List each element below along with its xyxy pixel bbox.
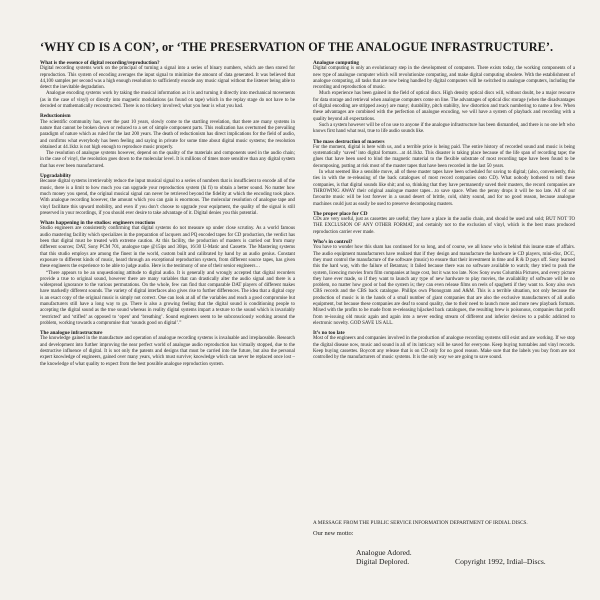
section-paragraph: Digital computing is only an evolutionary step in the development of computers. There exists today, the working components of a new type of analogue computer which will revolutionize computing, and make digital computing obsolete. With the establishment of analogue computing, all tasks that are now being handled by digital computers will be switched to analogue computers, including the recording and reproduction of music.: [313, 66, 575, 91]
section-paragraph: “There appears to be an unquestioning attitude to digital audio. It is generally and wrongly accepted that digital recorders provide a true to original sound, however there are many variables that can drastically alter the audio signal and there is a widespread ignorance to the various permutations. On the whole, few can find that comparable DAT players of different makes have markedly different sounds. The variety of digital interfaces also gives rise to further differences. The idea that a digital copy is an exact copy of the original music is simply not correct. One can look at all of the variables and reach a good compromise but manufacturers still have a long way to go. There is also a growing feeling that the digital sound is conditioning people to accepting the digital sound as the true sound whereas in reality digital systems impart a texture to the sound which is invariably ‘restricted’ and ‘stifled’ as opposed to ‘open’ and ‘breathing’. Sound engineers seem to be subconsciously working around the problem, working towards a compromise that ‘sounds good on digital’.”: [40, 270, 295, 326]
section-paragraph: Studio engineers are consistently confirming that digital systems do not measure up under close scrutiny. As a world famous audio mastering facility which specializes in the preparation of lacquers and PQ encoded tapes for CD production, the verdict has been that digital must be treated with extreme caution. At this facility, the production of masters is carried out from many different sources; DAT, Sony PCM 701, analogue tape @15ips and 30ips, 16/30 U-Matic and Cassette. The Mastering systems that this studio employs are among the finest in the world, custom built and calibrated by hand by an audio genius. Constant exposure to different kinds of music, heard through an exceptional reproduction system, from different source tapes, has given these engineers the experience to be able to judge audio. Here is the testimony of one of their senior engineers…: [40, 226, 295, 270]
article-section: [313, 239, 575, 327]
section-heading: The analogue infrastructure: [40, 330, 103, 337]
section-heading: The proper place for CD: [313, 210, 368, 217]
section-paragraph: The resolution of analogue systems however, depend on the quality of the materials and components used in the audio chain; in the case of vinyl, the resolution goes down to the molecular level. It is millions of times more sensitive than any digital system that has ever been manufactured.: [40, 151, 295, 169]
section-paragraph: CDs are very useful, just as cassettes are useful; they have a place in the audio chain, and should be used and sold; BUT NOT TO THE EXCLUSION OF ANY OTHER FORMAT, and certainly not to the exclusion of vinyl, which is the best mass produced reproduction carrier ever made.: [313, 217, 575, 235]
section-paragraph: Most of the engineers and companies involved in the production of analogue recording systems still exist and are working. If we stop the digital disease now, music and sound in all of its intricacy will be saved for everyone. Keep buying turntables and vinyl records. Keep buying cassettes. Boycott any release that is on CD only for no good reason. Make sure that the labels you buy from are not controlled by the manufacturers of music systems. It is the only way we are going to save sound.: [313, 336, 575, 361]
section-paragraph: Digital recording systems work on the principal of turning a signal into a series of binary numbers, which are then stored for reproduction. This system of encoding averages the input signal to minimize the amount of data generated. It was believed that 44,100 samples per second was a high enough resolution to sufficiently encode any music signal without the listener being able to detect the inevitable degradation.: [40, 66, 295, 91]
right-column: [313, 60, 575, 520]
motto: [356, 548, 412, 566]
copyright-notice: Copyright 1992, Irdial–Discs.: [455, 557, 546, 566]
motto-label: Our new motto:: [313, 530, 354, 537]
article-section: [313, 139, 575, 208]
section-paragraph: Analogue encoding systems work by taking the musical information as it is and turning it directly into mechanical movements (as in the case of vinyl) or directly into magnetic modulations (as found on tape) which in the replay stage do not have to be decoded or mathematically reconstructed. There is no trickery involved; what you hear is what you had.: [40, 91, 295, 110]
article-section: [40, 113, 295, 170]
section-paragraph: The scientific community has, over the past 10 years, slowly come to the startling revelation, that there are many systems in nature that cannot be broken down or reduced to a set of simple component parts. This realization has overturned the prevailing paradigm of nature which as ruled for the last 200 years. The death of reductionism has direct implications for the field of audio, and confirms what everybody has been feeling and saying in private for some time about digital music systems; the resolution obtained at 44.1khz is not high enough to reproduce music properly.: [40, 119, 295, 150]
section-paragraph: Because digital systems irretrievably reduce the input musical signal to a series of numbers that is insufficient to encode all of the music, there is a limit to how much you can upgrade your reproduction system (hi fi) to obtain a better sound. No matter how much money you spend, the original musical signal can never be retrieved beyond the fidelity at which the encoding took place. With analogue recording however, the amount which you can gain is enormous. The molecular resolution of analogue tape and vinyl facilitate this upward mobility, and even if you don’t choose to upgrade your equipment, the quality of the signal is still preserved in your recordings, if you should ever desire to take advantage of it. Digital denies you this potential.: [40, 179, 295, 216]
section-paragraph: In what seemed like a sensible move, all of these master tapes have been scheduled for saving to digital; (also, conveniently, this ties in with the re-releasing of the back catalogues of most record companies onto CD). What nobody bothered to tell these companies, is that digital sounds like shit; and so, thinking that they have permanently saved their masters, the record companies are THROWING AWAY their original analogue master tapes…to save space. When the penny drops it will be too late. All of our favourite music will be lost forever in a sound desert of brittle, cold, shitty sound, and for no good reason, because analogue machines could just as easily be used to preserve decomposing masters.: [313, 170, 575, 207]
article-section: [40, 220, 295, 327]
article-section: [40, 173, 295, 217]
article-section: [40, 60, 295, 110]
section-paragraph: The knowledge gained in the manufacture and operation of analogue recording systems is invaluable and irreplaceable. Research and development into further improving the near perfect world of analogue audio reproduction has virtually stopped, due to the destructive influence of digital. It is not only the patents and designs that must be carried into the future, but also the personal expert knowledge of engineers, gained over many years, which must survive; knowledge which can never be replaced once lost – the knowledge of what quality to expect from the best possible analogue reproduction system.: [40, 336, 295, 367]
page-title: ‘WHY CD IS A CON’, or ‘THE PRESERVATION OF THE ANALOGUE INFRASTRUCTURE’.: [40, 40, 554, 54]
section-heading: Who’s in control?: [313, 239, 353, 246]
section-heading: Upgradability: [40, 173, 72, 180]
motto-line-2: Digital Deplored.: [356, 557, 410, 566]
section-heading: Analogue computing: [313, 60, 359, 66]
section-heading: Reductionism: [40, 113, 71, 120]
section-heading: The mass destruction of masters: [313, 138, 385, 145]
section-paragraph: Much experience has been gained in the field of optical discs. High density optical discs will, without doubt, be a major resource for data storage and retrieval when analogue computers come on line. The advantages of optical disc storage (when the disadvantages of digital encoding are stripped away) are many; durability, pitch stability, low distortion and track numbering to name a few. When these advantages are combined with the perfection of analogue encoding, we will have a system of playback and recording with a quality beyond all expectations.: [313, 91, 575, 122]
section-heading: What is the essence of digital recording/reproduction?: [40, 60, 160, 66]
article-section: [40, 330, 295, 368]
article-section: [313, 330, 575, 361]
section-heading: It’s no too late: [313, 330, 345, 337]
left-column: [40, 60, 295, 596]
footer-message: A MESSAGE FROM THE PUBLIC SERVICE INFORMATION DEPARTMENT OF IRDIAL DISCS.: [313, 520, 528, 526]
section-paragraph: Such a system however will be of no use to anyone if the analogue infrastructure has been dismantled, and there is no one left who knows first hand what real, true to life audio sounds like.: [313, 122, 575, 135]
motto-line-1: Analogue Adored.: [356, 548, 412, 557]
section-paragraph: You have to wonder how this sham has continued for so long, and of course, we all know who is behind this insane state of affairs. The audio equipment manufacturers have realized that if they design and manufacture the hardware ie CD players, mini-disc, DCC, they must control the manufacture of the software (music) to ensure that their investment in time and R & D pays off. Sony learned this the hard way, with the failure of Betamax; it failed because there was no software available to watch; they tried to push the system, licencing movies from film companies at huge cost, but it was too late. Now Sony owns Columbia Pictures, and every picture they have ever made, so if they want to launch any type of new hardware to play movies, the availability of software will be no problem, no matter how good or bad the system is; they can even release films on reels of spaghetti if they want to. Sony also own CBS records and the CBS back catalogue. Phillips own Phonogram and A&M. This is a terrible situation, not only because the production of music is in the hands of a small number of giant companies that are also the exclusive manufacturers of all audio equipment, but because these companies are deaf to sound quality, due to their need to launch more and more new playback formats. Mixed with the profits to be made from re-releasing hijacked back catalogues, the resulting brew is poisonous, companies that profit from re-issuing old music again and again into a never ending stream of different and inferior devices to a public addicted to electronic novelty. GOD SAVE US ALL.: [313, 245, 575, 326]
article-section: [313, 60, 575, 136]
section-heading: Whats happening in the studios: engineers reactions: [40, 220, 156, 227]
article-section: [313, 211, 575, 236]
section-paragraph: For the moment, digital is here with us, and a terrible price is being paid. The entire history of recorded sound and music is being systematically ‘saved’ into digital formats…at 44.1khz. This disaster is taking place because of the life span of recording tape; the glues that have been used to bind the magnetic material to the flexible substrate of most recording tape have been found to be decomposing, putting at risk most of the master tapes that have been recorded in the last 50 years.: [313, 144, 575, 169]
